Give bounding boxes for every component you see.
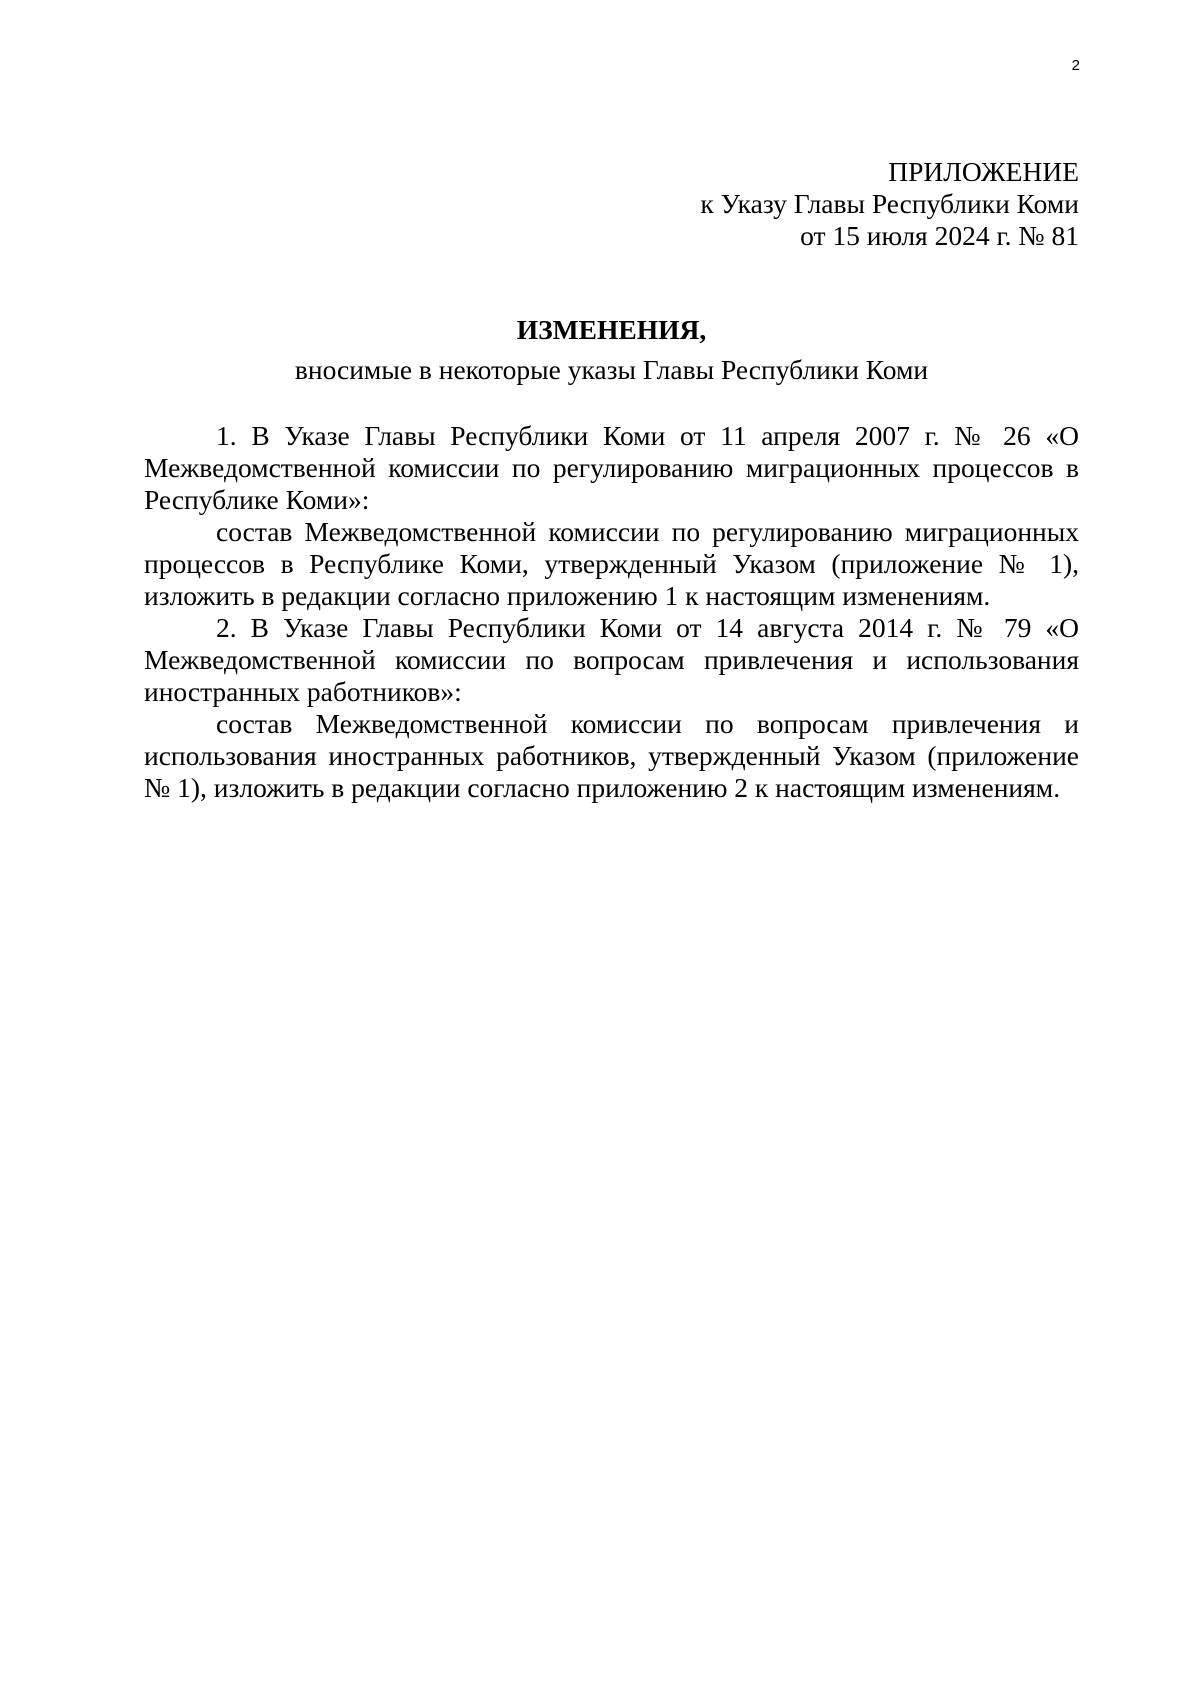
document-body	[144, 420, 1079, 804]
appendix-header	[560, 156, 1079, 252]
paragraph-item-2: 2. В Указе Главы Республики Коми от 14 августа 2014 г. № 79 «О Межведомственной комиссии по вопросам привлечения и использования иностранных работников»:	[144, 612, 1079, 707]
paragraph-item-2-text: состав Межведомственной комиссии по вопросам привлечения и использования иностранных работников, утвержденный Указом (приложение № 1), изложить в редакции согласно приложению 2 к настоящим изменениям.	[144, 708, 1079, 803]
paragraph-item-1: 1. В Указе Главы Республики Коми от 11 апреля 2007 г. № 26 «О Межведомственной комиссии по регулированию миграционных процессов в Республике Коми»:	[144, 420, 1079, 515]
appendix-decree-reference: к Указу Главы Республики Коми	[700, 188, 1079, 219]
document-heading: ИЗМЕНЕНИЯ,	[516, 314, 707, 345]
appendix-decree-date: от 15 июля 2024 г. № 81	[800, 220, 1079, 251]
paragraph-item-1-text: состав Межведомственной комиссии по регулированию миграционных процессов в Республике Коми, утвержденный Указом (приложение № 1), изложить в редакции согласно приложению 1 к настоящим изменениям.	[144, 516, 1079, 611]
appendix-title: ПРИЛОЖЕНИЕ	[888, 156, 1079, 187]
page-number: 2	[1071, 57, 1080, 74]
document-subheading: вносимые в некоторые указы Главы Республики Коми	[294, 354, 929, 385]
